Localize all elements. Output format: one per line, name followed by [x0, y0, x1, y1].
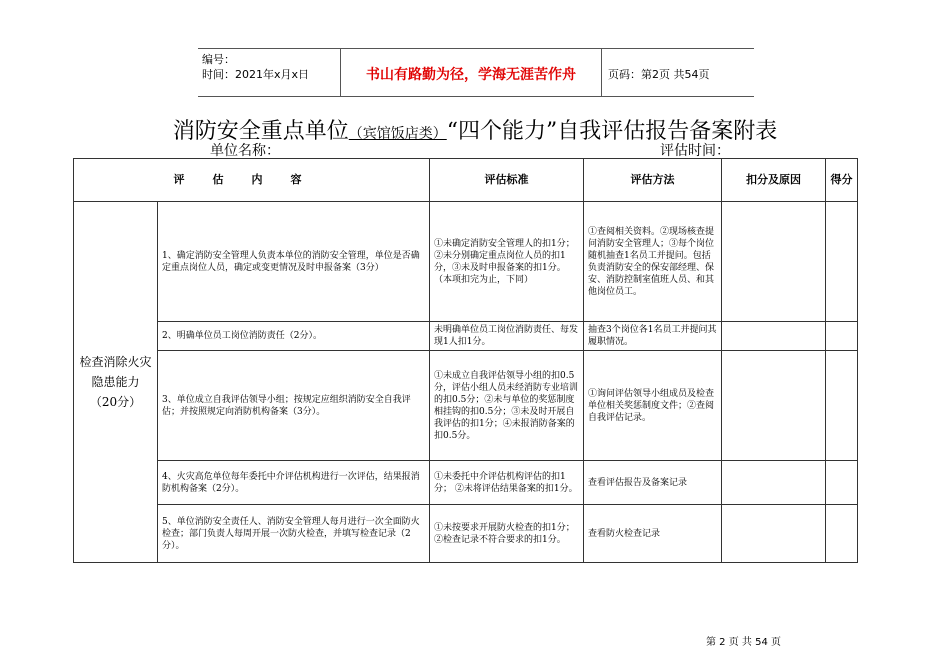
header-method: 评估方法 [584, 159, 722, 202]
table-row [74, 202, 858, 322]
row-content: 1、确定消防安全管理人负责本单位的消防安全管理，单位是否确定重点岗位人员，确定或变更情况及时申报备案（3分） [158, 202, 430, 322]
header-motto: 书山有路勤为径，学海无涯苦作舟 [366, 67, 576, 83]
document-number-label: 编号： [202, 53, 235, 66]
row-standard: ①未委托中介评估机构评估的扣1分； ②未将评估结果备案的扣1分。 [430, 461, 584, 505]
unit-name-label: 单位名称： [210, 143, 280, 159]
row-score [826, 461, 858, 505]
row-method: 查看评估报告及备案记录 [584, 461, 722, 505]
document-header [198, 48, 754, 97]
row-score [826, 322, 858, 351]
row-content: 4、火灾高危单位每年委托中介评估机构进行一次评估，结果报消防机构备案（2分）。 [158, 461, 430, 505]
page-footer: 第 2 页 共 54 页 [706, 637, 781, 648]
row-standard: 未明确单位员工岗位消防责任、每发现1人扣1分。 [430, 322, 584, 351]
row-deduction [722, 461, 826, 505]
header-content: 评估内容 [74, 159, 430, 202]
title-suffix: “四个能力”自我评估报告备案附表 [446, 119, 778, 144]
row-content: 3、单位成立自我评估领导小组；按规定应组织消防安全自我评估；并按照规定向消防机构备案（3分）。 [158, 351, 430, 461]
table-row [74, 322, 858, 351]
row-deduction [722, 505, 826, 563]
title-prefix: 消防安全重点单位 [172, 119, 349, 144]
row-deduction [722, 322, 826, 351]
header-page-label: 页码：第2页 共54页 [608, 68, 710, 81]
row-content: 2、明确单位员工岗位消防责任（2分）。 [158, 322, 430, 351]
row-method: ①询问评估领导小组成员及检查单位相关奖惩制度文件；②查阅自我评估记录。 [584, 351, 722, 461]
row-method: 查看防火检查记录 [584, 505, 722, 563]
evaluation-table [73, 158, 858, 563]
table-row [74, 351, 858, 461]
header-standard: 评估标准 [430, 159, 584, 202]
header-deduction: 扣分及原因 [722, 159, 826, 202]
row-standard: ①未按要求开展防火检查的扣1分；②检查记录不符合要求的扣1分。 [430, 505, 584, 563]
row-score [826, 351, 858, 461]
page-title [0, 114, 950, 145]
header-score: 得分 [826, 159, 858, 202]
table-row [74, 505, 858, 563]
eval-time-label: 评估时间： [660, 143, 730, 159]
row-deduction [722, 202, 826, 322]
row-standard: ①未确定消防安全管理人的扣1分；②未分别确定重点岗位人员的扣1分，③未及时申报备案的扣1分。（本项扣完为止，下同） [430, 202, 584, 322]
row-standard: ①未成立自我评估领导小组的扣0.5分，评估小组人员未经消防专业培训的扣0.5分；②未与单位的奖惩制度相挂钩的扣0.5分；③未及时开展自我评估的扣1分；④未报消防备案的扣0.5分。 [430, 351, 584, 461]
row-score [826, 505, 858, 563]
document-time-label: 时间：2021年x月x日 [202, 68, 310, 81]
row-score [826, 202, 858, 322]
title-subtitle: （宾馆饭店类） [348, 126, 447, 142]
row-method: 抽查3个岗位各1名员工并提问其履职情况。 [584, 322, 722, 351]
row-method: ①查阅相关资料。②现场核查提问消防安全管理人；③每个岗位随机抽查1名员工并提问。包括负责消防安全的保安部经理、保安、消防控制室值班人员、和其他岗位员工。 [584, 202, 722, 322]
row-deduction [722, 351, 826, 461]
row-content: 5、单位消防安全责任人、消防安全管理人每月进行一次全面防火检查；部门负责人每周开展一次防火检查，并填写检查记录（2分）。 [158, 505, 430, 563]
table-header-row [74, 159, 858, 202]
table-row [74, 461, 858, 505]
category-cell: 检查消除火灾隐患能力（20分） [74, 202, 158, 563]
